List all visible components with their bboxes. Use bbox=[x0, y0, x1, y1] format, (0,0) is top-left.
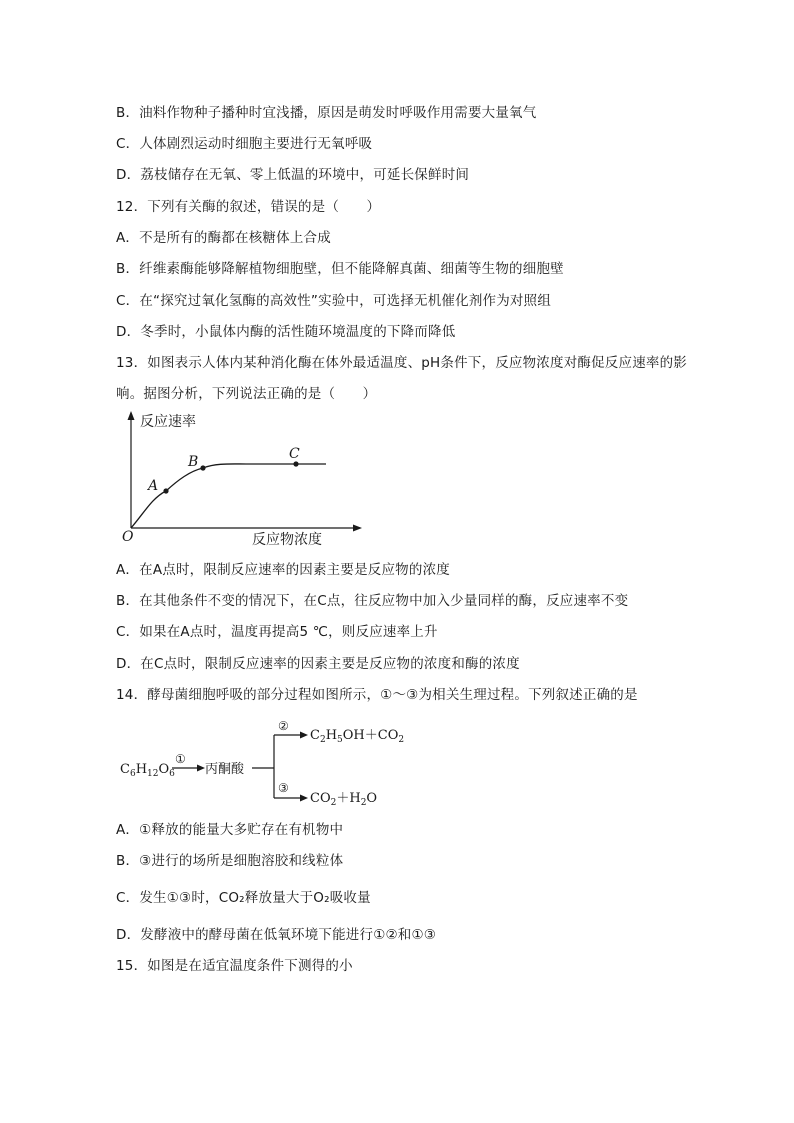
question-13-option-a: A．在A点时，限制反应速率的因素主要是反应物的浓度 bbox=[116, 562, 450, 578]
pyruvate-label: 丙酮酸 bbox=[205, 762, 245, 777]
question-14-stem: 14．酵母菌细胞呼吸的部分过程如图所示，①～③为相关生理过程。下列叙述正确的是 bbox=[116, 687, 638, 703]
arrow-2-head bbox=[300, 732, 308, 739]
ethanol-co2-formula: $C_2H_5OH+CO_2$ bbox=[310, 728, 405, 745]
question-13-stem-line1: 13．如图表示人体内某种消化酶在体外最适温度、pH条件下，反应物浓度对酶促反应速率的影 bbox=[116, 355, 687, 371]
arrow-3-head bbox=[300, 795, 308, 802]
question-14-option-b: B．③进行的场所是细胞溶胶和线粒体 bbox=[116, 853, 344, 869]
co2-water-formula: $CO_2+H_2O$ bbox=[310, 791, 378, 808]
question-12-option-a: A．不是所有的酶都在核糖体上合成 bbox=[116, 230, 331, 246]
point-a-marker bbox=[163, 488, 168, 493]
question-14-option-d: D．发酵液中的酵母菌在低氧环境下能进行①②和①③ bbox=[116, 927, 437, 943]
question-14-option-c: C．发生①③时，CO₂释放量大于O₂吸收量 bbox=[116, 890, 371, 906]
question-12-option-b: B．纤维素酶能够降解植物细胞壁，但不能降解真菌、细菌等生物的细胞壁 bbox=[116, 261, 564, 277]
question-13-option-d: D．在C点时，限制反应速率的因素主要是反应物的浓度和酶的浓度 bbox=[116, 656, 520, 672]
question-12-option-c: C．在“探究过氧化氢酶的高效性”实验中，可选择无机催化剂作为对照组 bbox=[116, 293, 552, 309]
arrow-1-head bbox=[197, 765, 205, 772]
question-11-option-d: D．荔枝储存在无氧、零上低温的环境中，可延长保鲜时间 bbox=[116, 167, 470, 183]
question-13-option-c: C．如果在A点时，温度再提高5 ℃，则反应速率上升 bbox=[116, 624, 438, 640]
question-15-stem: 15．如图是在适宜温度条件下测得的小 bbox=[116, 958, 353, 974]
y-axis-label: 反应速率 bbox=[140, 414, 196, 430]
saturation-curve bbox=[131, 464, 326, 528]
question-11-option-b: B．油料作物种子播种时宜浅播，原因是萌发时呼吸作用需要大量氧气 bbox=[116, 105, 537, 121]
point-a-label: A bbox=[148, 478, 159, 494]
yeast-respiration-diagram bbox=[116, 716, 416, 808]
y-axis-arrow bbox=[128, 411, 135, 420]
point-b-marker bbox=[200, 465, 205, 470]
reaction-rate-graph bbox=[116, 408, 366, 552]
x-axis-arrow bbox=[353, 525, 362, 532]
origin-label: O bbox=[122, 529, 134, 545]
x-axis-label: 反应物浓度 bbox=[252, 532, 322, 548]
question-12-stem: 12．下列有关酶的叙述，错误的是（ ） bbox=[116, 199, 381, 215]
step-1-label: ① bbox=[175, 752, 186, 766]
question-12-option-d: D．冬季时，小鼠体内酶的活性随环境温度的下降而降低 bbox=[116, 324, 456, 340]
point-c-marker bbox=[293, 461, 298, 466]
question-13-stem-line2: 响。据图分析，下列说法正确的是（ ） bbox=[116, 386, 377, 402]
question-11-option-c: C．人体剧烈运动时细胞主要进行无氧呼吸 bbox=[116, 136, 373, 152]
glucose-formula: $C_6H_{12}O_6$ bbox=[120, 762, 175, 779]
question-13-option-b: B．在其他条件不变的情况下，在C点，往反应物中加入少量同样的酶，反应速率不变 bbox=[116, 593, 629, 609]
point-c-label: C bbox=[289, 446, 300, 462]
step-3-label: ③ bbox=[278, 781, 289, 795]
point-b-label: B bbox=[188, 454, 199, 470]
question-14-option-a: A．①释放的能量大多贮存在有机物中 bbox=[116, 822, 344, 838]
step-2-label: ② bbox=[278, 719, 289, 733]
